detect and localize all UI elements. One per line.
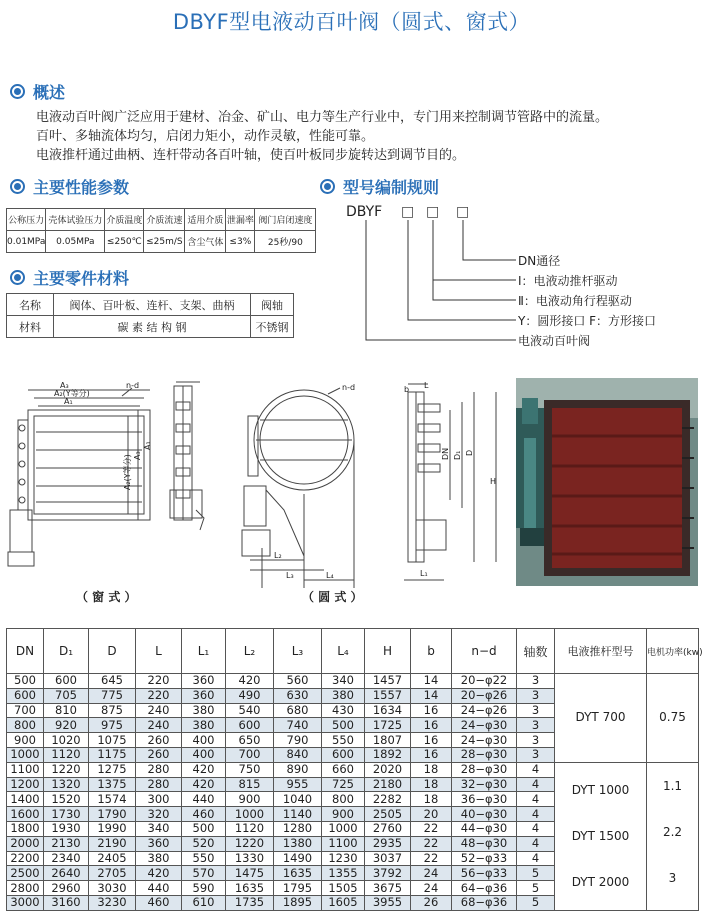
table-cell: 790 — [274, 733, 322, 748]
material-cell: 碳 素 结 构 钢 — [54, 316, 251, 338]
table-cell: 1730 — [44, 807, 89, 822]
dim-label-nd-round: n-d — [342, 383, 356, 392]
table-cell: 26 — [411, 895, 452, 910]
perf-value: 0.05MPa — [46, 231, 105, 253]
dim-label-nd: n-d — [126, 381, 140, 390]
motor-power-cell — [647, 762, 699, 910]
table-cell: 16 — [411, 718, 452, 733]
material-cell: 阀体、百叶板、连杆、支架、曲柄 — [54, 294, 251, 316]
table-cell: 20−φ26 — [452, 688, 517, 703]
table-cell: 24−φ30 — [452, 733, 517, 748]
table-cell: 520 — [182, 836, 226, 851]
col-header: D — [89, 629, 136, 674]
table-cell: 300 — [136, 792, 182, 807]
table-cell: 240 — [136, 718, 182, 733]
circle-bullet-icon — [320, 179, 335, 194]
table-cell: 3037 — [365, 851, 411, 866]
dim-label-b: b — [404, 385, 410, 394]
table-cell: 600 — [44, 674, 89, 689]
code-box: □ — [426, 204, 440, 220]
table-cell: 3 — [517, 733, 555, 748]
dim-label-l: L — [424, 381, 429, 390]
table-cell: 1635 — [226, 881, 274, 896]
table-cell: 3230 — [89, 895, 136, 910]
code-legend-item: 电液动百叶阀 — [518, 334, 591, 348]
motor-power: 3 — [668, 870, 677, 885]
table-cell: 3 — [517, 688, 555, 703]
drawing-svg — [4, 380, 504, 610]
dim-label-d: D — [465, 449, 474, 456]
table-cell: 1075 — [89, 733, 136, 748]
table-cell: 900 — [322, 807, 365, 822]
table-cell: 420 — [182, 777, 226, 792]
table-cell: 460 — [136, 895, 182, 910]
dim-label-a3-vertical: A₃ — [133, 451, 142, 460]
table-cell: 3000 — [7, 895, 44, 910]
table-cell: 550 — [322, 733, 365, 748]
table-cell: 440 — [182, 792, 226, 807]
motor-power: 1.1 — [662, 778, 683, 793]
table-cell: 20 — [411, 807, 452, 822]
table-cell: 1457 — [365, 674, 411, 689]
table-cell: 800 — [7, 718, 44, 733]
table-cell: 700 — [7, 703, 44, 718]
table-cell: 840 — [274, 747, 322, 762]
table-cell: 260 — [136, 747, 182, 762]
col-header: L₂ — [226, 629, 274, 674]
table-cell: 360 — [136, 836, 182, 851]
table-cell: 48−φ30 — [452, 836, 517, 851]
table-cell: 590 — [182, 881, 226, 896]
table-cell: 875 — [89, 703, 136, 718]
table-cell: 550 — [182, 851, 226, 866]
motor-power: 2.2 — [662, 824, 683, 839]
product-photo — [516, 378, 698, 586]
engineering-drawings — [4, 380, 504, 610]
table-cell: 1475 — [226, 866, 274, 881]
table-cell: 1800 — [7, 821, 44, 836]
table-cell: 340 — [322, 674, 365, 689]
table-cell: 740 — [274, 718, 322, 733]
table-cell: 660 — [322, 762, 365, 777]
circle-bullet-icon — [10, 270, 25, 285]
dim-label-a3: A₃ — [60, 381, 69, 390]
table-cell: 24 — [411, 866, 452, 881]
perf-value: ≤25m/S — [144, 231, 185, 253]
perf-header: 介质温度 — [105, 209, 144, 231]
materials-table — [6, 293, 294, 338]
table-cell: 2020 — [365, 762, 411, 777]
perf-header: 介质流速 — [144, 209, 185, 231]
table-cell: 1490 — [274, 851, 322, 866]
table-cell: 28−φ30 — [452, 762, 517, 777]
table-cell: 22 — [411, 836, 452, 851]
table-cell: 24−φ26 — [452, 703, 517, 718]
table-cell: 775 — [89, 688, 136, 703]
table-cell: 1175 — [89, 747, 136, 762]
table-cell: 28−φ30 — [452, 747, 517, 762]
code-legend-item: Ⅱ：电液动角行程驱动 — [518, 294, 632, 308]
table-cell: 440 — [136, 881, 182, 896]
table-cell: 1320 — [44, 777, 89, 792]
table-cell: 1892 — [365, 747, 411, 762]
table-cell: 64−φ36 — [452, 881, 517, 896]
table-cell: 1605 — [322, 895, 365, 910]
overview-line: 电液推杆通过曲柄、连杆带动各百叶轴，使百叶板同步旋转达到调节目的。 — [36, 148, 466, 163]
table-cell: 890 — [274, 762, 322, 777]
table-cell: 5 — [517, 866, 555, 881]
table-cell: 2960 — [44, 881, 89, 896]
table-cell: 18 — [411, 777, 452, 792]
code-legend-item: DN通径 — [518, 254, 561, 268]
table-cell: 4 — [517, 851, 555, 866]
code-legend-item: Y：圆形接口 F：方形接口 — [518, 314, 657, 328]
table-cell: 500 — [182, 821, 226, 836]
col-header: 轴数 — [517, 629, 555, 674]
caption-round-type: （ 圆 式 ） — [302, 590, 363, 604]
caption-window-type: （ 窗 式 ） — [76, 590, 137, 604]
table-cell: 380 — [182, 703, 226, 718]
col-header: L₄ — [322, 629, 365, 674]
table-cell: 360 — [182, 674, 226, 689]
table-cell: 2282 — [365, 792, 411, 807]
spec-table-body — [7, 674, 699, 911]
performance-heading: 主要性能参数 — [10, 175, 129, 198]
col-header: L₁ — [182, 629, 226, 674]
table-cell: 900 — [226, 792, 274, 807]
table-cell: 1100 — [7, 762, 44, 777]
table-cell: 3030 — [89, 881, 136, 896]
materials-heading: 主要零件材料 — [10, 266, 129, 289]
table-cell: 1557 — [365, 688, 411, 703]
table-cell: 24 — [411, 881, 452, 896]
table-cell: 3955 — [365, 895, 411, 910]
table-cell: 810 — [44, 703, 89, 718]
table-cell: 2340 — [44, 851, 89, 866]
table-cell: 2640 — [44, 866, 89, 881]
table-cell: 280 — [136, 762, 182, 777]
table-cell: 3675 — [365, 881, 411, 896]
table-cell: 725 — [322, 777, 365, 792]
perf-value: ≤3% — [226, 231, 255, 253]
table-cell: 320 — [136, 807, 182, 822]
table-cell: 56−φ33 — [452, 866, 517, 881]
table-cell: 2405 — [89, 851, 136, 866]
perf-value: ≤250℃ — [105, 231, 144, 253]
table-cell: 2130 — [44, 836, 89, 851]
performance-table — [6, 208, 316, 253]
table-cell: 4 — [517, 762, 555, 777]
table-cell: 4 — [517, 836, 555, 851]
table-cell: 645 — [89, 674, 136, 689]
table-cell: 4 — [517, 807, 555, 822]
table-cell: 400 — [182, 747, 226, 762]
table-cell: 22 — [411, 851, 452, 866]
table-cell: 20−φ22 — [452, 674, 517, 689]
table-cell: 900 — [7, 733, 44, 748]
spec-table — [6, 628, 703, 911]
dim-label-d1: D₁ — [453, 450, 462, 460]
col-header: 电机功率(kw) — [647, 629, 699, 674]
dim-label-a2: A₂(Y等分) — [54, 389, 90, 398]
table-cell: 1355 — [322, 866, 365, 881]
table-cell: 1220 — [44, 762, 89, 777]
col-header: D₁ — [44, 629, 89, 674]
table-cell: 4 — [517, 792, 555, 807]
table-cell: 1895 — [274, 895, 322, 910]
model-code-diagram — [346, 204, 696, 354]
dim-label-l2: L₂ — [274, 551, 282, 560]
col-header: L — [136, 629, 182, 674]
table-cell: 420 — [226, 674, 274, 689]
table-cell: 2190 — [89, 836, 136, 851]
col-header: 电液推杆型号 — [555, 629, 647, 674]
table-cell: 1400 — [7, 792, 44, 807]
table-cell: 44−φ30 — [452, 821, 517, 836]
circle-bullet-icon — [10, 179, 25, 194]
table-cell: 1790 — [89, 807, 136, 822]
col-header: DN — [7, 629, 44, 674]
table-cell: 2935 — [365, 836, 411, 851]
table-cell: 420 — [136, 866, 182, 881]
table-cell: 16 — [411, 733, 452, 748]
table-cell: 500 — [7, 674, 44, 689]
table-cell: 490 — [226, 688, 274, 703]
table-cell: 705 — [44, 688, 89, 703]
table-cell: 5 — [517, 895, 555, 910]
overview-heading: 概述 — [10, 80, 65, 103]
table-cell: 1380 — [274, 836, 322, 851]
table-cell: 5 — [517, 881, 555, 896]
table-cell: 700 — [226, 747, 274, 762]
overview-line: 电液动百叶阀广泛应用于建材、冶金、矿山、电力等生产行业中，专门用来控制调节管路中的流量。 — [36, 110, 609, 125]
table-cell: 340 — [136, 821, 182, 836]
table-cell: 3 — [517, 718, 555, 733]
perf-value: 含尘气体 — [185, 231, 226, 253]
table-cell: 680 — [274, 703, 322, 718]
table-cell: 955 — [274, 777, 322, 792]
table-cell: 2505 — [365, 807, 411, 822]
table-cell: 610 — [182, 895, 226, 910]
table-cell: 500 — [322, 718, 365, 733]
table-cell: 420 — [182, 762, 226, 777]
table-cell: 52−φ33 — [452, 851, 517, 866]
table-cell: 14 — [411, 688, 452, 703]
actuator-model-cell — [555, 762, 647, 910]
table-cell: 220 — [136, 674, 182, 689]
table-cell: 3792 — [365, 866, 411, 881]
table-cell: 32−φ30 — [452, 777, 517, 792]
table-cell: 4 — [517, 777, 555, 792]
table-cell: 360 — [182, 688, 226, 703]
dim-label-a2-vertical: A₂(Y等分) — [123, 454, 132, 490]
table-cell: 3 — [517, 703, 555, 718]
perf-value: 0.01MPa — [7, 231, 46, 253]
table-cell: 1505 — [322, 881, 365, 896]
table-cell: 380 — [182, 718, 226, 733]
table-cell: 1000 — [322, 821, 365, 836]
table-row — [7, 674, 699, 689]
table-cell: 2705 — [89, 866, 136, 881]
table-cell: 1634 — [365, 703, 411, 718]
actuator-model: DYT 2000 — [571, 874, 630, 889]
table-cell: 540 — [226, 703, 274, 718]
table-cell: 220 — [136, 688, 182, 703]
table-cell: 650 — [226, 733, 274, 748]
table-cell: 1795 — [274, 881, 322, 896]
table-cell: 1040 — [274, 792, 322, 807]
table-cell: 2800 — [7, 881, 44, 896]
table-cell: 18 — [411, 762, 452, 777]
table-cell: 1725 — [365, 718, 411, 733]
table-cell: 1807 — [365, 733, 411, 748]
table-cell: 3160 — [44, 895, 89, 910]
table-cell: 630 — [274, 688, 322, 703]
perf-value: 25秒/90 — [255, 231, 316, 253]
table-cell: 280 — [136, 777, 182, 792]
table-cell: 1930 — [44, 821, 89, 836]
col-header: b — [411, 629, 452, 674]
table-cell: 3 — [517, 674, 555, 689]
code-legend-item: Ⅰ：电液动推杆驱动 — [518, 274, 618, 288]
dim-label-a1: A₁ — [64, 397, 73, 406]
page-title: DBYF型电液动百叶阀（圆式、窗式） — [172, 10, 531, 34]
dim-label-l3: L₃ — [286, 571, 294, 580]
table-cell: 1990 — [89, 821, 136, 836]
table-cell: 260 — [136, 733, 182, 748]
table-cell: 815 — [226, 777, 274, 792]
table-cell: 2500 — [7, 866, 44, 881]
table-cell: 1735 — [226, 895, 274, 910]
table-cell: 40−φ30 — [452, 807, 517, 822]
table-cell: 1020 — [44, 733, 89, 748]
table-cell: 600 — [226, 718, 274, 733]
table-cell: 16 — [411, 747, 452, 762]
table-cell: 1635 — [274, 866, 322, 881]
material-cell: 不锈钢 — [251, 316, 294, 338]
table-cell: 18 — [411, 792, 452, 807]
table-cell: 1140 — [274, 807, 322, 822]
table-cell: 1275 — [89, 762, 136, 777]
table-cell: 16 — [411, 703, 452, 718]
dim-label-l4: L₄ — [326, 571, 334, 580]
table-cell: 1520 — [44, 792, 89, 807]
table-cell: 800 — [322, 792, 365, 807]
table-row — [7, 762, 699, 777]
table-cell: 1220 — [226, 836, 274, 851]
col-header: L₃ — [274, 629, 322, 674]
table-cell: 1280 — [274, 821, 322, 836]
table-cell: 1330 — [226, 851, 274, 866]
table-cell: 24−φ30 — [452, 718, 517, 733]
model-code-heading: 型号编制规则 — [320, 175, 439, 198]
table-cell: 600 — [7, 688, 44, 703]
table-cell: 1100 — [322, 836, 365, 851]
actuator-model: DYT 1500 — [571, 828, 630, 843]
perf-header: 泄漏率 — [226, 209, 255, 231]
dim-label-l1: L₁ — [420, 569, 428, 578]
table-cell: 3 — [517, 747, 555, 762]
circle-bullet-icon — [10, 84, 25, 99]
table-cell: 400 — [182, 733, 226, 748]
perf-header: 壳体试验压力 — [46, 209, 105, 231]
perf-header: 阀门启闭速度 — [255, 209, 316, 231]
table-cell: 750 — [226, 762, 274, 777]
table-cell: 2760 — [365, 821, 411, 836]
table-cell: 560 — [274, 674, 322, 689]
table-cell: 14 — [411, 674, 452, 689]
table-cell: 1200 — [7, 777, 44, 792]
table-cell: 2200 — [7, 851, 44, 866]
code-box: □ — [401, 204, 415, 220]
overview-text — [36, 108, 608, 165]
perf-header: 公称压力 — [7, 209, 46, 231]
dim-label-dn: DN — [441, 447, 450, 460]
table-cell: 36−φ30 — [452, 792, 517, 807]
dim-label-a1-vertical: A₁ — [143, 441, 152, 450]
table-cell: 2000 — [7, 836, 44, 851]
actuator-model-cell: DYT 700 — [555, 674, 647, 763]
table-cell: 1120 — [44, 747, 89, 762]
table-cell: 1000 — [226, 807, 274, 822]
material-cell: 名称 — [7, 294, 54, 316]
table-cell: 240 — [136, 703, 182, 718]
table-cell: 4 — [517, 821, 555, 836]
material-cell: 材料 — [7, 316, 54, 338]
col-header: H — [365, 629, 411, 674]
table-cell: 600 — [322, 747, 365, 762]
code-box: □ — [456, 204, 470, 220]
material-cell: 阀轴 — [251, 294, 294, 316]
damper-photo-illustration — [516, 378, 698, 586]
perf-header: 适用介质 — [185, 209, 226, 231]
motor-power-cell: 0.75 — [647, 674, 699, 763]
table-cell: 68−φ36 — [452, 895, 517, 910]
table-cell: 460 — [182, 807, 226, 822]
table-cell: 2180 — [365, 777, 411, 792]
table-cell: 1574 — [89, 792, 136, 807]
table-cell: 430 — [322, 703, 365, 718]
table-cell: 920 — [44, 718, 89, 733]
actuator-model: DYT 1000 — [571, 782, 630, 797]
overview-line: 百叶、多轴流体均匀，启闭力矩小，动作灵敏，性能可靠。 — [36, 129, 375, 144]
table-cell: 1120 — [226, 821, 274, 836]
table-cell: 570 — [182, 866, 226, 881]
table-cell: 1230 — [322, 851, 365, 866]
model-prefix: DBYF — [346, 204, 383, 220]
dim-label-h: H — [490, 477, 497, 486]
table-cell: 975 — [89, 718, 136, 733]
table-cell: 22 — [411, 821, 452, 836]
table-cell: 380 — [322, 688, 365, 703]
table-cell: 1375 — [89, 777, 136, 792]
table-cell: 380 — [136, 851, 182, 866]
table-cell: 1600 — [7, 807, 44, 822]
col-header: n−d — [452, 629, 517, 674]
table-cell: 1000 — [7, 747, 44, 762]
